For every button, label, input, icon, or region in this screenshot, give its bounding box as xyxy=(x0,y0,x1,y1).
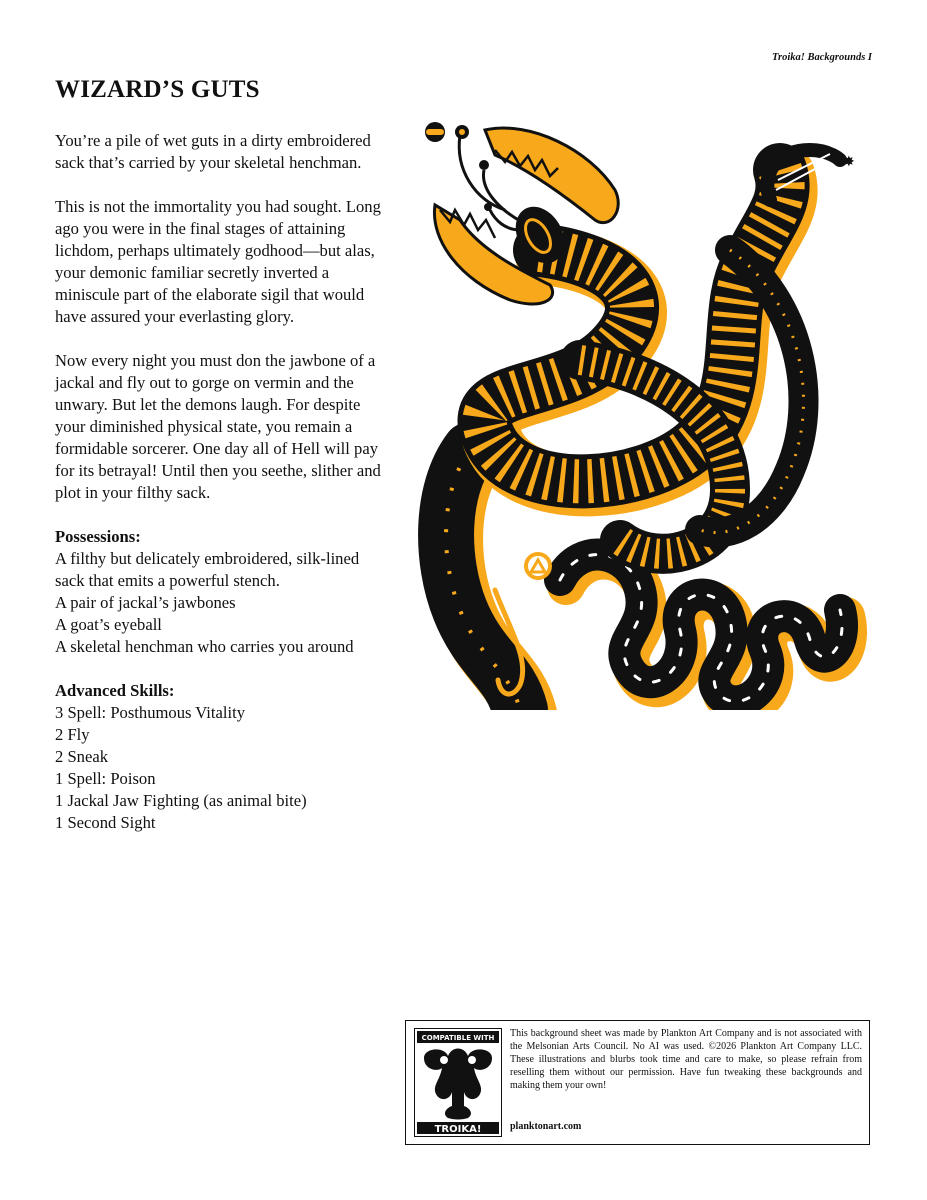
footer-url-link[interactable]: planktonart.com xyxy=(510,1121,582,1132)
serpent-guts-illustration-icon xyxy=(400,110,880,710)
list-item: 1 Second Sight xyxy=(55,813,156,832)
list-item: A skeletal henchman who carries you around xyxy=(55,637,354,656)
list-item: A pair of jackal’s jawbones xyxy=(55,593,236,612)
logo-top-text: COMPATIBLE WITH xyxy=(421,1034,495,1042)
list-item: 1 Spell: Poison xyxy=(55,769,156,788)
list-item: A goat’s eyeball xyxy=(55,615,162,634)
main-content xyxy=(55,130,390,856)
logo-bottom-text: TROIKA! xyxy=(434,1124,482,1135)
troika-compatible-logo-icon xyxy=(414,1028,502,1137)
backstory-paragraph: This is not the immortality you had sought. Long ago you were in the final stages of attaining lichdom, perhaps ultimately godhood—but alas, your demonic familiar secretly inverted a miniscule part of the elaborate sigil that would have assured your everlasting glory. xyxy=(55,197,381,326)
header-tag: Troika! Backgrounds I xyxy=(772,52,872,63)
possessions-list xyxy=(55,548,390,658)
skills-list xyxy=(55,702,390,834)
footer-box xyxy=(405,1020,870,1145)
list-item: 1 Jackal Jaw Fighting (as animal bite) xyxy=(55,791,307,810)
svg-text:✸: ✸ xyxy=(843,154,855,170)
possessions-heading: Possessions: xyxy=(55,527,141,546)
intestine-coils xyxy=(560,555,848,708)
skills-heading: Advanced Skills: xyxy=(55,681,175,700)
list-item: 3 Spell: Posthumous Vitality xyxy=(55,703,246,722)
current-state-paragraph: Now every night you must don the jawbone of a jackal and fly out to gorge on vermin and the unwary. But let the demons laugh. For despite your diminished physical state, you remain a formidable sorcerer. One day all of Hell will pay for its betrayal! Until then you seethe, slither and plot in your filthy sack. xyxy=(55,351,381,502)
list-item: 2 Fly xyxy=(55,725,90,744)
page-title: WIZARD’S GUTS xyxy=(55,76,260,103)
intro-paragraph: You’re a pile of wet guts in a dirty embroidered sack that’s carried by your skeletal henchman. xyxy=(55,131,371,172)
footer-text: This background sheet was made by Plankton Art Company and is not associated with the Melsonian Arts Council. No AI was used. ©2026 Plankton Art Company LLC. These illustrations and blurbs took time and care to make, so please refrain from reselling them without our permission. Have fun tweaking these backgrounds and making them your own! xyxy=(510,1028,862,1091)
list-item: 2 Sneak xyxy=(55,747,108,766)
list-item: A filthy but delicately embroidered, silk-lined sack that emits a powerful stench. xyxy=(55,549,360,590)
